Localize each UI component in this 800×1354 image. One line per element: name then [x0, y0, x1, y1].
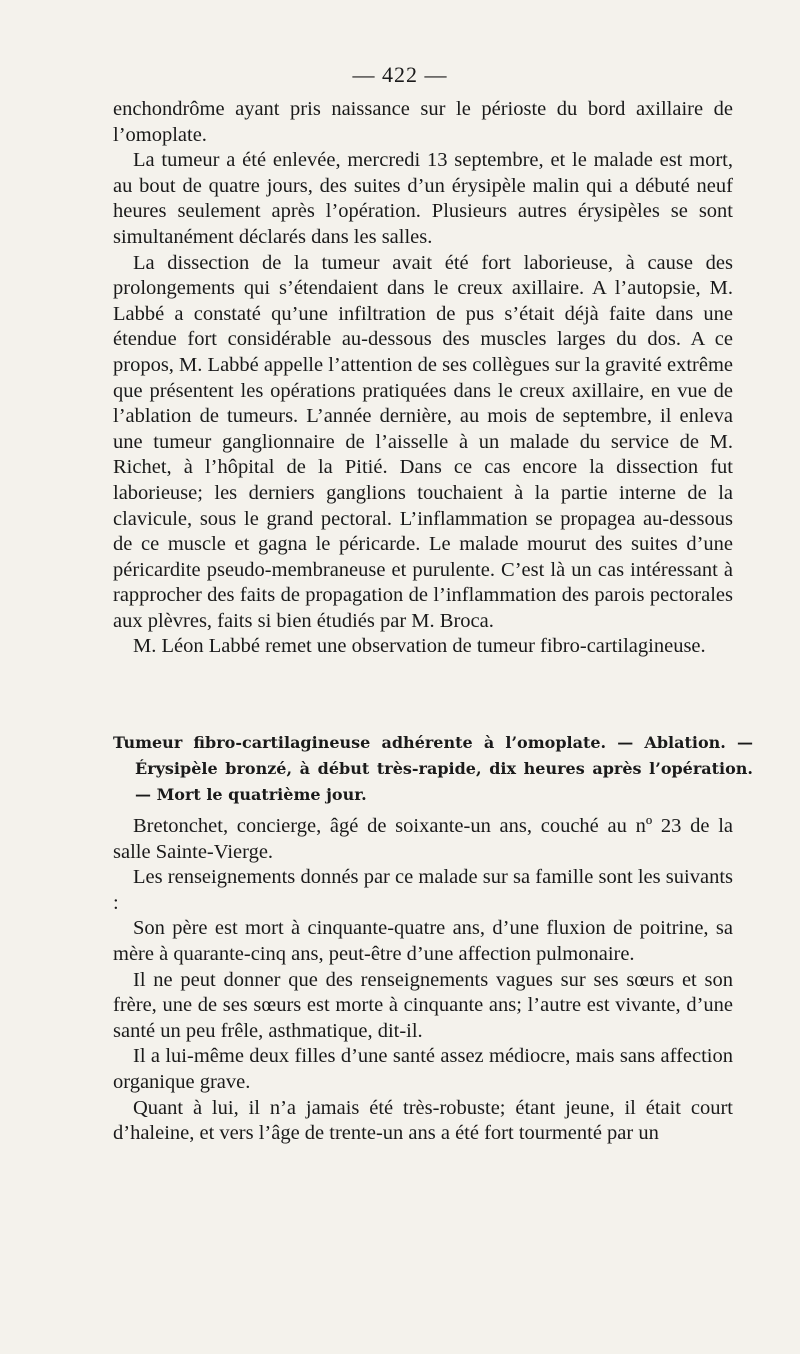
heading-line-3: — Mort le quatrième jour. [135, 785, 367, 804]
body-text-top [113, 97, 733, 660]
paragraph: Bretonchet, concierge, âgé de soixante-un ans, couché au nº 23 de la salle Sainte-Vierge. [113, 815, 733, 863]
paragraph: Son père est mort à cinquante-quatre ans, d’une fluxion de poitrine, sa mère à quarante-cinq ans, peut-être d’une affection pulmonaire. [113, 917, 733, 965]
paragraph: Il ne peut donner que des renseignements vagues sur ses sœurs et son frère, une de ses sœurs est morte à cinquante ans; l’autre est vivante, d’une santé un peu frêle, asthmatique, dit-il. [113, 968, 733, 1042]
body-text-bottom [113, 814, 733, 1147]
paragraph-continuation: enchondrôme ayant pris naissance sur le périoste du bord axillaire de l’omoplate. [113, 98, 733, 146]
paragraph: La tumeur a été enlevée, mercredi 13 septembre, et le malade est mort, au bout de quatre jours, des suites d’un érysipèle malin qui a débuté neuf heures seulement après l’opération. Plusieurs autres érysipèles se sont simultanément déclarés dans les salles. [113, 149, 733, 248]
paragraph: Quant à lui, il n’a jamais été très-robuste; étant jeune, il était court d’haleine, et vers l’âge de trente-un ans a été fort tourmenté par un [113, 1096, 733, 1145]
page-number: — 422 — [352, 62, 448, 87]
heading-line-2: Érysipèle bronzé, à début très-rapide, dix heures après l’opération. [135, 759, 753, 778]
paragraph: Les renseignements donnés par ce malade sur sa famille sont les suivants : [113, 866, 733, 914]
paragraph: Il a lui-même deux filles d’une santé assez médiocre, mais sans affection organique grave. [113, 1045, 733, 1093]
paragraph: M. Léon Labbé remet une observation de tumeur fibro-cartilagineuse. [133, 635, 706, 658]
paragraph: La dissection de la tumeur avait été fort laborieuse, à cause des prolongements qui s’étendaient dans le creux axillaire. A l’autopsie, M. Labbé a constaté qu’une infiltration de pus s’était déjà faite dans une étendue fort considérable au-dessous des muscles larges du dos. A ce propos, M. Labbé appelle l’attention de ses collègues sur la gravité extrême que présentent les opérations pratiquées dans le creux axillaire, en vue de l’ablation de tumeurs. L’année dernière, au mois de septembre, il enleva une tumeur ganglionnaire de l’aisselle à un malade du service de M. Richet, à l’hôpital de la Pitié. Dans ce cas encore la dissection fut laborieuse; les derniers ganglions touchaient à la partie interne de la clavicule, sous le grand pectoral. L’inflammation se propagea au-dessous de ce muscle et gagna le péricarde. Le malade mourut des suites d’une péricardite pseudo-membraneuse et purulente. C’est là un cas intéressant à rapprocher des faits de propagation de l’inflammation des parois pectorales aux plèvres, faits si bien étudiés par M. Broca. [113, 251, 733, 632]
observation-heading [113, 730, 753, 808]
heading-line-1: Tumeur fibro-cartilagineuse adhérente à l’omoplate. — Ablation. — [113, 733, 753, 752]
